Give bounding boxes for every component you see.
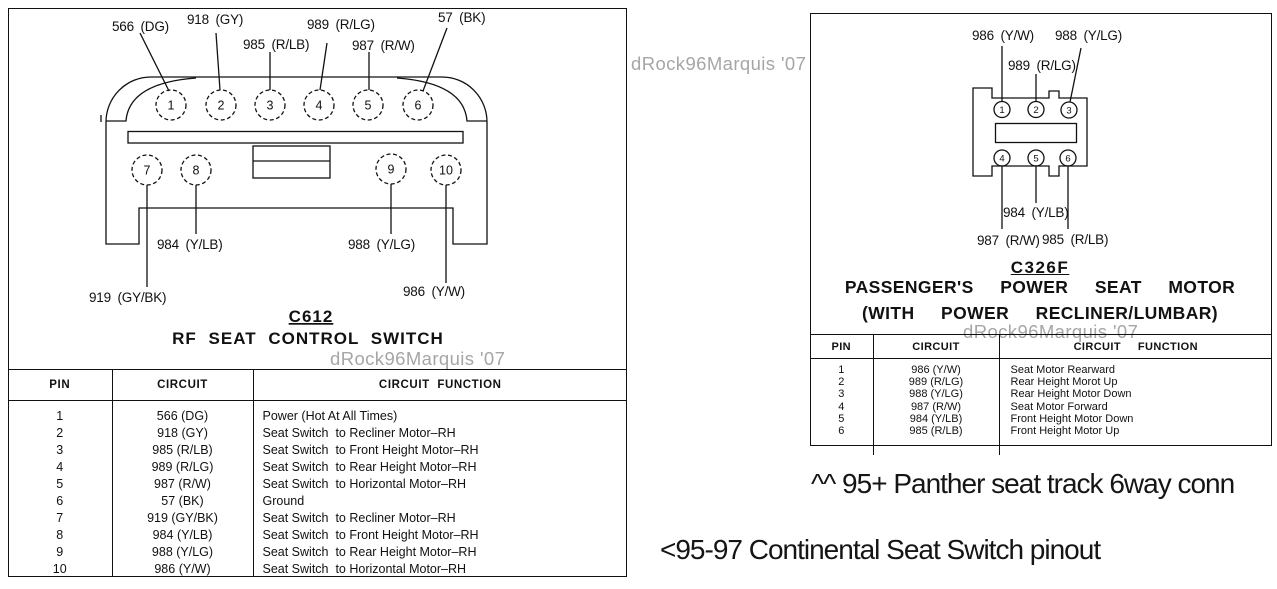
circuit-function-header: CIRCUIT FUNCTION [253, 370, 627, 401]
function-cell: Seat Switch to Front Height Motor–RH [253, 526, 627, 543]
pin-number: 3 [266, 98, 274, 113]
watermark-right: dRock96Marquis '07 [963, 321, 1139, 342]
connector-bar [996, 124, 1077, 143]
circuit-header: CIRCUIT [873, 335, 999, 359]
circuit-cell: 986 (Y/W) [112, 560, 253, 577]
pin-number: 10 [439, 163, 453, 178]
connector-latch [253, 146, 330, 178]
table-header-row [8, 370, 627, 401]
pin-cell: 6 [56, 493, 64, 508]
function-cell: Seat Switch to Horizontal Motor–RH [253, 475, 627, 492]
circuit-function-header: CIRCUIT FUNCTION [999, 335, 1272, 359]
connector-bar [128, 132, 463, 144]
annotation-panther: ^^ 95+ Panther seat track 6way conn [811, 468, 1235, 499]
c612-title: RF SEAT CONTROL SWITCH [172, 329, 444, 348]
wire-label-pin9: 988 (Y/LG) [348, 237, 416, 252]
pin-cell: 2 [838, 376, 845, 389]
table-header-row [810, 335, 1272, 359]
pin-cell: 3 [56, 442, 64, 457]
wire-label-pin6: 985 (R/LB) [1042, 232, 1109, 247]
pin-cell: 5 [56, 476, 64, 491]
pin-header: PIN [810, 335, 873, 359]
function-cell: Front Height Motor Down [999, 413, 1272, 425]
wire-label-pin4: 989 (R/LG) [307, 17, 375, 32]
wire-label-pin4: 987 (R/W) [977, 233, 1040, 248]
table-row [8, 543, 627, 560]
pin-cell: 4 [838, 400, 845, 413]
wire-label-pin10: 986 (Y/W) [403, 284, 465, 299]
function-cell: Rear Height Morot Up [999, 376, 1272, 388]
circuit-cell: 988 (Y/LG) [112, 543, 253, 560]
pin-cell: 7 [56, 510, 64, 525]
function-cell: Rear Height Motor Down [999, 388, 1272, 400]
table-row [8, 560, 627, 577]
leader-pin3 [1070, 48, 1081, 102]
table-row [8, 441, 627, 458]
empty-cell [999, 437, 1272, 455]
circuit-cell: 987 (R/W) [112, 475, 253, 492]
pin-cell: 4 [56, 459, 64, 474]
pin-number: 4 [999, 153, 1005, 165]
empty-cell [810, 437, 873, 455]
wire-label-pin2: 989 (R/LG) [1008, 58, 1076, 73]
filler-row [810, 437, 1272, 455]
function-cell: Power (Hot At All Times) [253, 401, 627, 425]
table-row [8, 475, 627, 492]
pin-number: 5 [1033, 153, 1039, 165]
pin-number: 6 [1065, 153, 1071, 165]
function-cell: Ground [253, 492, 627, 509]
c326f-pinout-table [810, 334, 1272, 455]
pin-cell: 6 [838, 425, 845, 438]
c326f-title-line2: (WITH POWER RECLINER/LUMBAR) [861, 303, 1219, 323]
table-row [810, 413, 1272, 425]
function-cell: Front Height Motor Up [999, 425, 1272, 437]
table-row [810, 401, 1272, 413]
leader-pin2 [216, 33, 220, 90]
pin-cell: 3 [838, 388, 845, 401]
table-row [810, 388, 1272, 400]
pin-cell: 10 [52, 561, 67, 576]
pin-number: 6 [414, 98, 422, 113]
pin-number: 8 [192, 163, 200, 178]
function-cell: Seat Switch to Front Height Motor–RH [253, 441, 627, 458]
bezel-right-arc [397, 78, 487, 121]
pin-number: 2 [1033, 105, 1039, 116]
pin-cell: 1 [838, 364, 845, 377]
c612-connector-drawing [8, 8, 627, 369]
wire-label-pin2: 918 (GY) [187, 12, 244, 27]
wire-label-pin6: 57 (BK) [438, 10, 486, 25]
wire-label-pin5: 987 (R/W) [352, 38, 415, 53]
pin-cell: 5 [838, 412, 845, 425]
circuit-cell: 57 (BK) [112, 492, 253, 509]
leader-pin4 [320, 43, 327, 90]
pin-number: 9 [387, 162, 395, 177]
wire-label-pin8: 984 (Y/LB) [157, 237, 223, 252]
wire-label-pin3: 985 (R/LB) [243, 37, 310, 52]
wire-label-pin1: 566 (DG) [112, 19, 169, 34]
watermark-top: dRock96Marquis '07 [631, 53, 807, 74]
table-row [810, 376, 1272, 388]
pin-number: 4 [315, 98, 323, 113]
table-row [810, 425, 1272, 437]
empty-cell [873, 437, 999, 455]
pin-cell: 9 [56, 544, 64, 559]
function-cell: Seat Motor Forward [999, 401, 1272, 413]
circuit-cell: 985 (R/LB) [873, 425, 999, 437]
table-row [8, 526, 627, 543]
circuit-cell: 918 (GY) [112, 424, 253, 441]
table-row [810, 359, 1272, 377]
pin-cell: 2 [56, 425, 64, 440]
wire-label-pin5: 984 (Y/LB) [1003, 205, 1069, 220]
circuit-cell: 988 (Y/LG) [873, 388, 999, 400]
c612-pinout-table [8, 369, 627, 577]
circuit-cell: 984 (Y/LB) [873, 413, 999, 425]
circuit-cell: 989 (R/LG) [112, 458, 253, 475]
c326f-connector-drawing [810, 13, 1272, 261]
connector-id-c612: C612 [288, 307, 334, 326]
pin-number: 1 [999, 105, 1005, 116]
wire-label-pin1: 986 (Y/W) [972, 28, 1034, 43]
wire-label-pin3: 988 (Y/LG) [1055, 28, 1123, 43]
table-row [8, 509, 627, 526]
wire-label-pin7: 919 (GY/BK) [89, 290, 167, 305]
pin-number: 1 [167, 98, 175, 113]
function-cell: Seat Switch to Rear Height Motor–RH [253, 458, 627, 475]
circuit-cell: 919 (GY/BK) [112, 509, 253, 526]
circuit-cell: 984 (Y/LB) [112, 526, 253, 543]
table-row [8, 424, 627, 441]
pin-number: 2 [217, 98, 225, 113]
leader-pin6 [423, 28, 447, 91]
circuit-cell: 985 (R/LB) [112, 441, 253, 458]
circuit-cell: 986 (Y/W) [873, 359, 999, 377]
table-row [8, 492, 627, 509]
pin-number: 3 [1066, 105, 1072, 117]
function-cell: Seat Switch to Recliner Motor–RH [253, 509, 627, 526]
pin-header: PIN [8, 370, 112, 401]
pin-cell: 1 [56, 408, 64, 423]
circuit-cell: 989 (R/LG) [873, 376, 999, 388]
watermark-left: dRock96Marquis '07 [330, 348, 506, 369]
function-cell: Seat Switch to Recliner Motor–RH [253, 424, 627, 441]
function-cell: Seat Switch to Horizontal Motor–RH [253, 560, 627, 577]
pin-cell: 8 [56, 527, 64, 542]
leader-pin1 [140, 33, 169, 91]
pin-number: 7 [143, 163, 151, 178]
function-cell: Seat Switch to Rear Height Motor–RH [253, 543, 627, 560]
circuit-cell: 566 (DG) [112, 401, 253, 425]
c326f-title-line1: PASSENGER'S POWER SEAT MOTOR [844, 277, 1236, 297]
pin-number: 5 [364, 98, 372, 113]
function-cell: Seat Motor Rearward [999, 359, 1272, 377]
circuit-header: CIRCUIT [112, 370, 253, 401]
table-row [8, 458, 627, 475]
annotation-continental: <95-97 Continental Seat Switch pinout [660, 534, 1101, 565]
connector-id-c326f: C326F [1010, 258, 1070, 277]
table-row [8, 401, 627, 425]
circuit-cell: 987 (R/W) [873, 401, 999, 413]
